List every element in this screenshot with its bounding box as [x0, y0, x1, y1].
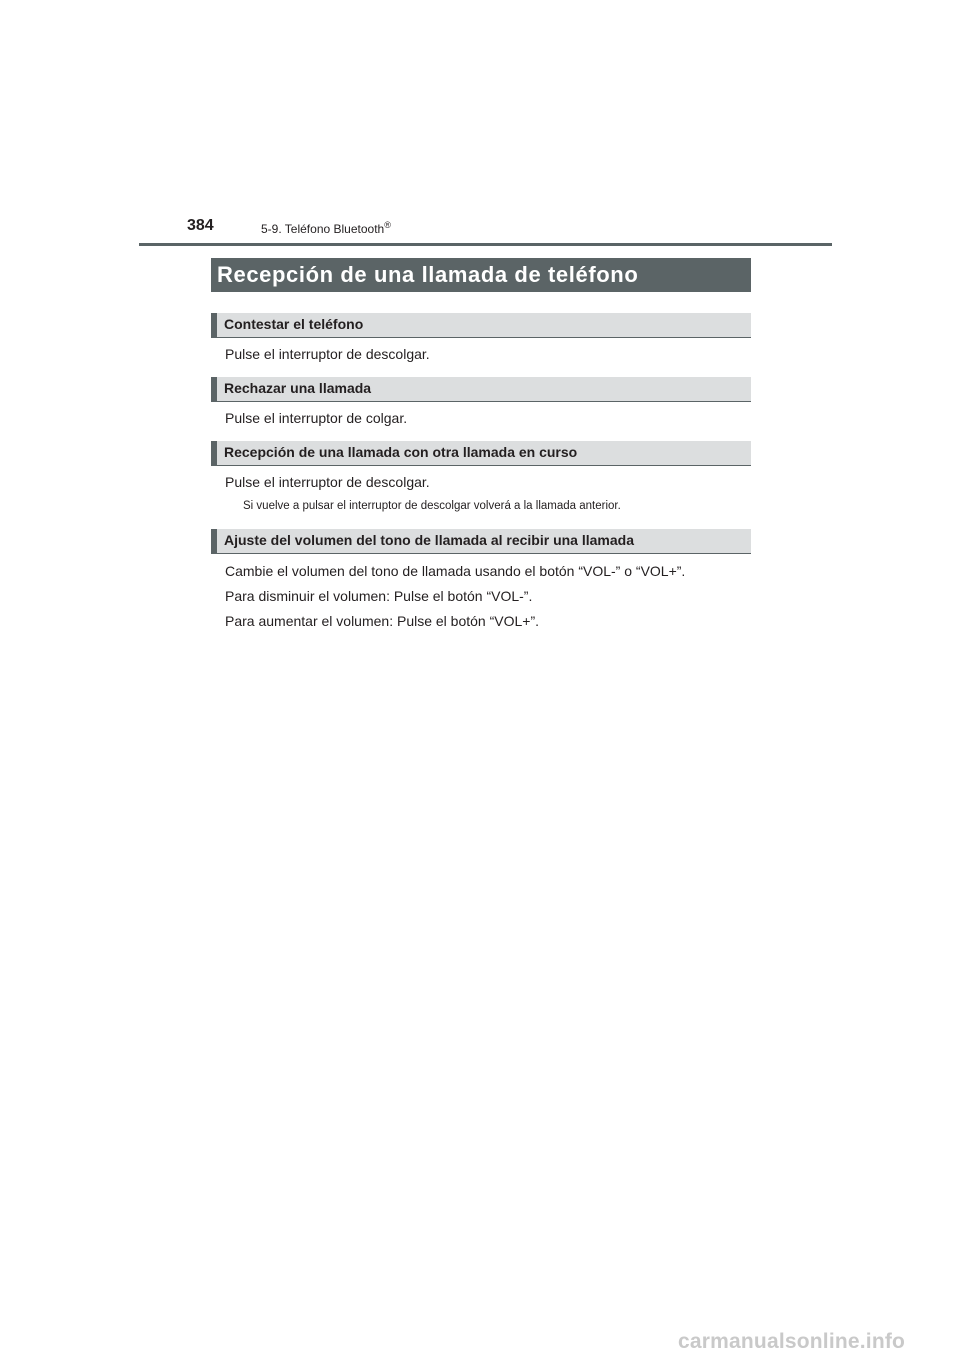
paragraph-answer-phone: Pulse el interruptor de descolgar. [225, 346, 430, 362]
paragraph-call-waiting: Pulse el interruptor de descolgar. [225, 474, 430, 490]
page-number: 384 [187, 217, 214, 234]
paragraph-ringtone-volume-3: Para aumentar el volumen: Pulse el botón “VOL+”. [225, 613, 540, 629]
section-reference [261, 220, 391, 236]
subheading-reject-call: Rechazar una llamada [211, 377, 751, 402]
paragraph-ringtone-volume-2: Para disminuir el volumen: Pulse el botón “VOL-”. [225, 588, 533, 604]
subheading-ringtone-volume: Ajuste del volumen del tono de llamada al recibir una llamada [211, 529, 751, 554]
paragraph-ringtone-volume-1: Cambie el volumen del tono de llamada usando el botón “VOL-” o “VOL+”. [225, 563, 686, 579]
page-title: Recepción de una llamada de teléfono [211, 258, 751, 292]
header-rule [139, 243, 832, 246]
paragraph-reject-call: Pulse el interruptor de colgar. [225, 410, 408, 426]
registered-mark: ® [384, 220, 391, 230]
section-reference-text: 5-9. Teléfono Bluetooth [261, 222, 385, 236]
watermark-logo: carmanualsonline.info [678, 1330, 906, 1353]
note-call-waiting: Si vuelve a pulsar el interruptor de descolgar volverá a la llamada anterior. [243, 500, 621, 512]
subheading-answer-phone: Contestar el teléfono [211, 313, 751, 338]
subheading-call-waiting: Recepción de una llamada con otra llamada en curso [211, 441, 751, 466]
